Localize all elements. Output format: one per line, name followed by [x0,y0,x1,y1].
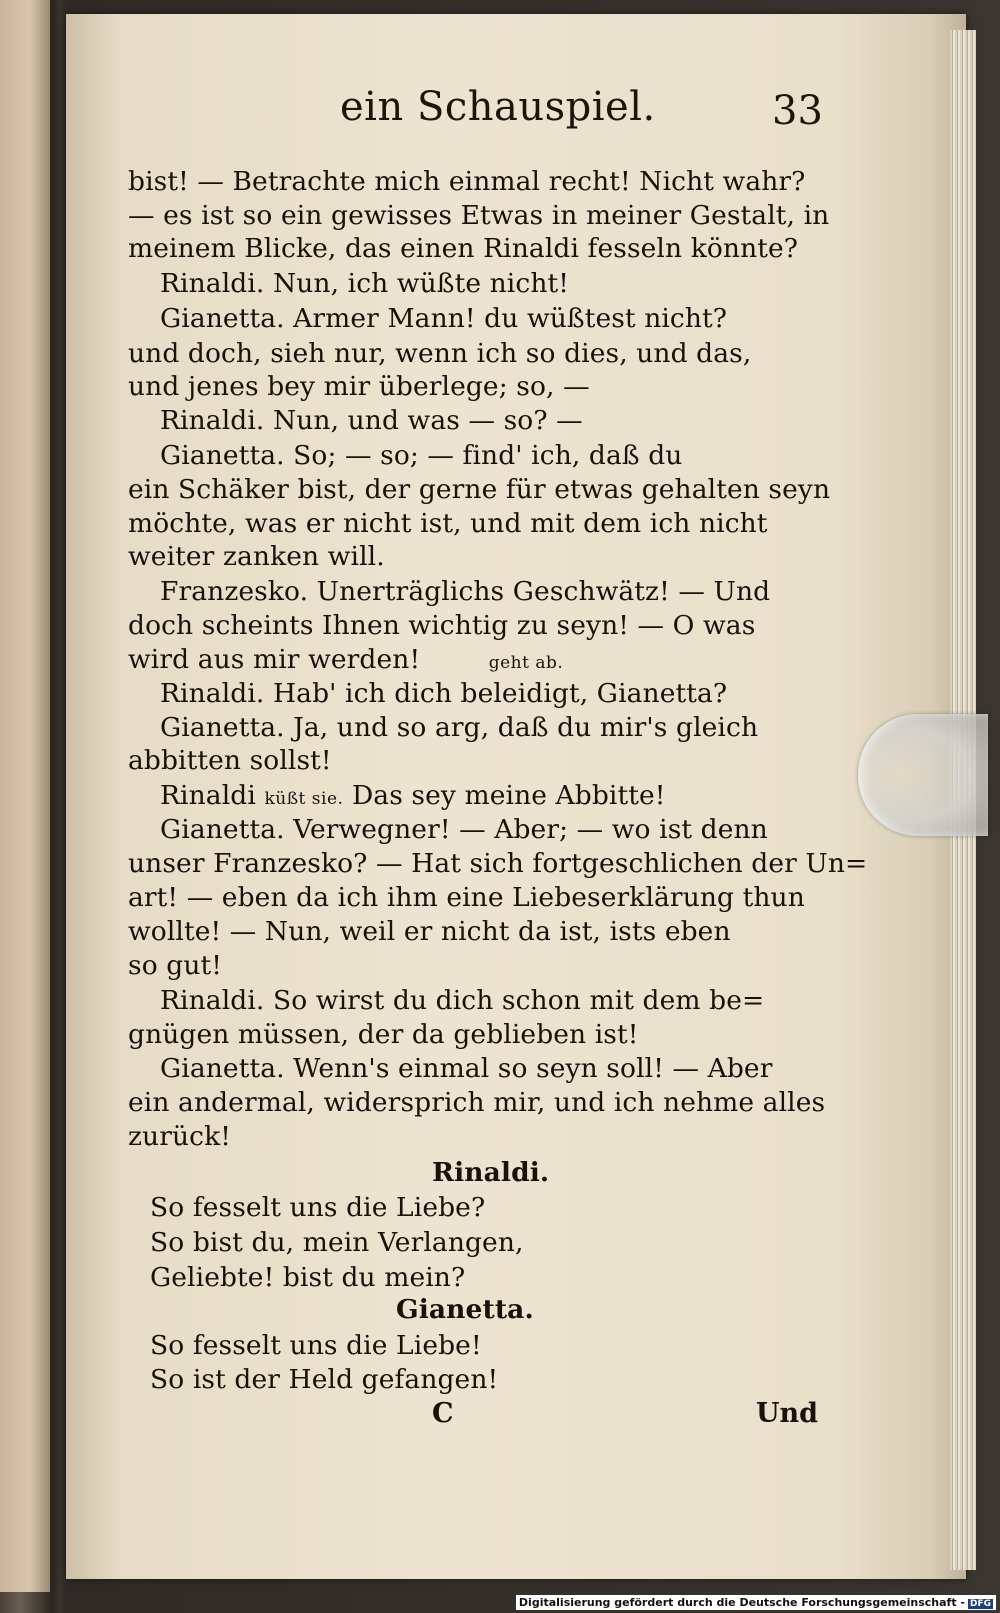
text-line: Rinaldi. So wirst du dich schon mit dem be= [160,985,765,1016]
text-line: art! — eben da ich ihm eine Liebeserklärung thun [128,882,805,913]
song-speaker: Rinaldi. [432,1157,550,1188]
stage-direction: küßt sie. [264,789,344,809]
verse-line: So ist der Held gefangen! [150,1364,499,1395]
text-line: Gianetta. Armer Mann! du wüßtest nicht? [160,303,728,334]
text-line: Franzesko. Unerträglichs Geschwätz! — Und [160,576,771,607]
stage-direction: geht ab. [488,653,564,673]
credit-text: Digitalisierung gefördert durch die Deutsche Forschungsgemeinschaft - [518,1596,965,1609]
text-line: weiter zanken will. [128,541,385,572]
verse-line: So bist du, mein Verlangen, [150,1227,524,1258]
text-line: und jenes bey mir überlege; so, — [128,371,590,402]
text-line: Gianetta. So; — so; — find' ich, daß du [160,440,683,471]
text-line: Rinaldi. Nun, und was — so? — [160,405,583,436]
text-line: Rinaldi. Nun, ich wüßte nicht! [160,268,569,299]
text-line: wollte! — Nun, weil er nicht da ist, ists eben [128,916,731,947]
text-line: unser Franzesko? — Hat sich fortgeschlichen der Un= [128,848,868,879]
verse-line: So fesselt uns die Liebe! [150,1330,482,1361]
text-line [160,780,666,811]
text-fragment: wird aus mir werden! [128,644,421,675]
dfg-logo: DFG [969,1599,991,1609]
digitization-credit [516,1595,996,1610]
catchword: Und [756,1398,819,1429]
text-line: gnügen müssen, der da geblieben ist! [128,1019,639,1050]
speaker-name: Rinaldi [160,780,256,811]
text-line: möchte, was er nicht ist, und mit dem ich nicht [128,508,768,539]
text-line: ein Schäker bist, der gerne für etwas gehalten seyn [128,474,831,505]
facing-page-edge [0,0,50,1592]
song-speaker: Gianetta. [396,1294,534,1325]
text-line: Rinaldi. Hab' ich dich beleidigt, Gianetta? [160,678,728,709]
text-line: Gianetta. Wenn's einmal so seyn soll! — Aber [160,1053,773,1084]
text-line: Gianetta. Verwegner! — Aber; — wo ist denn [160,814,768,845]
text-line: meinem Blicke, das einen Rinaldi fesseln könnte? [128,233,799,264]
signature-mark: C [432,1398,454,1429]
text-line: bist! — Betrachte mich einmal recht! Nicht wahr? [128,166,806,197]
text-line [128,644,563,675]
verse-line: Geliebte! bist du mein? [150,1262,466,1293]
text-line: doch scheints Ihnen wichtig zu seyn! — O was [128,610,756,641]
text-line: so gut! [128,950,223,981]
page-clip [858,714,988,836]
text-line: abbitten sollst! [128,745,332,776]
text-line: zurück! [128,1121,232,1152]
text-line: Gianetta. Ja, und so arg, daß du mir's gleich [160,712,759,743]
verse-line: So fesselt uns die Liebe? [150,1192,486,1223]
page-number: 33 [772,88,823,134]
text-line: und doch, sieh nur, wenn ich so dies, und das, [128,338,752,369]
text-fragment: Das sey meine Abbitte! [351,780,666,811]
text-line: — es ist so ein gewisses Etwas in meiner Gestalt, in [128,200,830,231]
text-line: ein andermal, widersprich mir, und ich nehme alles [128,1087,826,1118]
running-header: ein Schauspiel. [340,84,656,130]
